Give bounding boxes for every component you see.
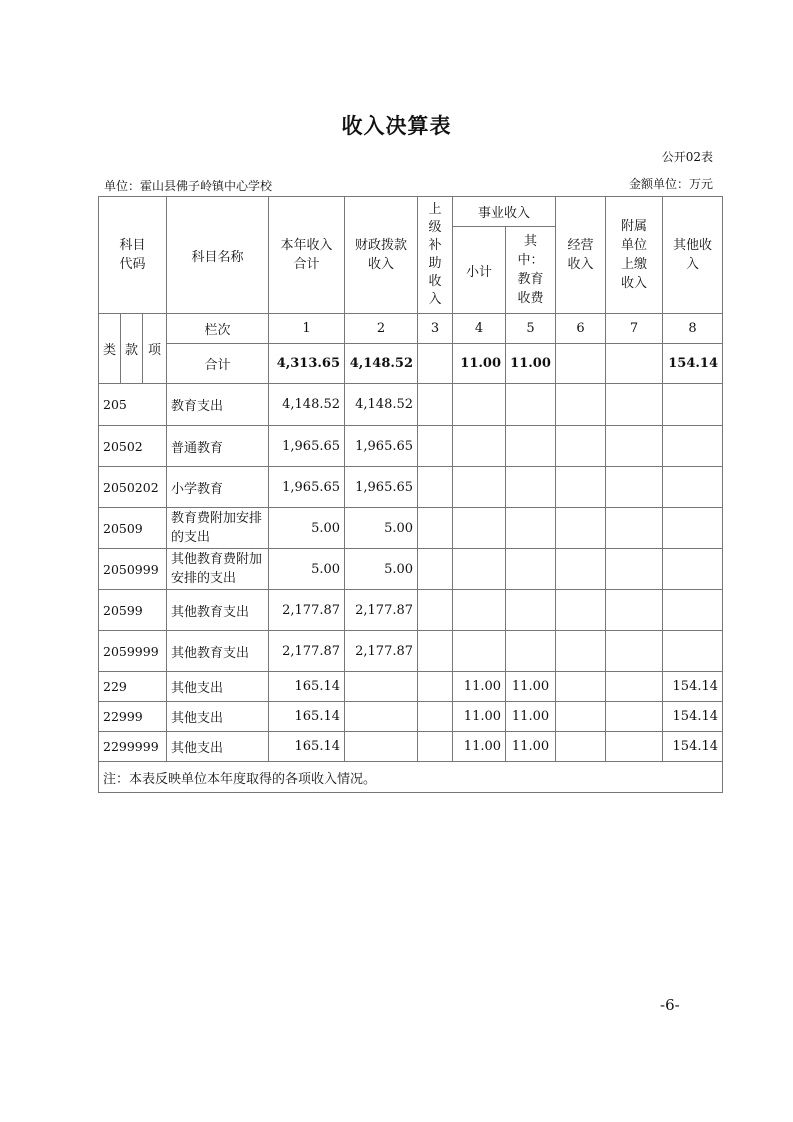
table-row [99,732,723,762]
row-operating [556,549,606,590]
row-operating [556,631,606,672]
row-annual-income: 1,965.65 [269,426,345,467]
row-edu-fee [506,631,556,672]
table-row [99,549,723,590]
row-annual-income: 165.14 [269,702,345,732]
row-other [663,426,723,467]
page-title: 收入决算表 [341,114,452,138]
table-note: 注：本表反映单位本年度取得的各项收入情况。 [99,762,723,793]
row-fiscal: 1,965.65 [345,467,418,508]
header-annual-income: 本年收入合计 [269,197,345,314]
row-code: 205 [99,384,167,426]
header-other-income: 其他收入 [663,197,723,314]
total-other: 154.14 [663,344,723,384]
header-edu-fee: 其中：教育收费 [506,227,556,314]
row-fiscal: 2,177.87 [345,590,418,631]
row-affiliated [606,702,663,732]
row-name: 其他支出 [167,732,269,762]
row-subtotal: 11.00 [453,672,506,702]
total-label: 合计 [167,344,269,384]
row-subtotal [453,426,506,467]
income-table [98,196,723,793]
row-fiscal: 4,148.52 [345,384,418,426]
row-code: 22999 [99,702,167,732]
row-other [663,590,723,631]
page-number: -6- [660,996,680,1014]
col-num: 1 [269,314,345,344]
row-operating [556,384,606,426]
row-affiliated [606,590,663,631]
header-subject-name: 科目名称 [167,197,269,314]
table-row [99,384,723,426]
row-subsidy [418,631,453,672]
row-annual-income: 1,965.65 [269,467,345,508]
header-lei: 类 [99,314,121,384]
row-code: 20599 [99,590,167,631]
row-subtotal [453,631,506,672]
form-number: 公开02表 [661,150,713,164]
row-other [663,631,723,672]
row-code: 2050202 [99,467,167,508]
row-name: 教育费附加安排的支出 [167,508,269,549]
row-code: 20502 [99,426,167,467]
row-name: 教育支出 [167,384,269,426]
row-affiliated [606,672,663,702]
row-other [663,508,723,549]
row-code: 229 [99,672,167,702]
row-annual-income: 2,177.87 [269,631,345,672]
row-operating [556,702,606,732]
total-operating [556,344,606,384]
row-other: 154.14 [663,672,723,702]
unit-label: 单位：霍山县佛子岭镇中心学校 [104,179,273,193]
header-business-income: 事业收入 [453,197,556,227]
row-code: 2059999 [99,631,167,672]
table-row [99,631,723,672]
row-fiscal [345,702,418,732]
row-subtotal [453,467,506,508]
col-num: 4 [453,314,506,344]
total-row [99,344,723,384]
row-annual-income: 165.14 [269,732,345,762]
table-row [99,702,723,732]
row-affiliated [606,384,663,426]
col-num: 3 [418,314,453,344]
row-subsidy [418,590,453,631]
row-name: 其他教育费附加安排的支出 [167,549,269,590]
row-edu-fee: 11.00 [506,732,556,762]
table-row [99,426,723,467]
header-xiang: 项 [143,314,167,384]
table-row [99,508,723,549]
col-num: 2 [345,314,418,344]
row-edu-fee [506,467,556,508]
row-affiliated [606,467,663,508]
row-name: 其他教育支出 [167,590,269,631]
row-affiliated [606,631,663,672]
row-fiscal: 2,177.87 [345,631,418,672]
table-row [99,467,723,508]
row-code: 2299999 [99,732,167,762]
row-name: 普通教育 [167,426,269,467]
row-subsidy [418,702,453,732]
total-edu-fee: 11.00 [506,344,556,384]
row-operating [556,426,606,467]
row-subsidy [418,426,453,467]
row-annual-income: 2,177.87 [269,590,345,631]
row-subsidy [418,508,453,549]
total-affiliated [606,344,663,384]
row-subtotal: 11.00 [453,732,506,762]
row-code: 2050999 [99,549,167,590]
row-other: 154.14 [663,702,723,732]
row-fiscal [345,732,418,762]
row-name: 其他支出 [167,702,269,732]
total-subtotal: 11.00 [453,344,506,384]
row-other [663,467,723,508]
total-superior-subsidy [418,344,453,384]
row-edu-fee [506,590,556,631]
row-affiliated [606,549,663,590]
total-fiscal-allocation: 4,148.52 [345,344,418,384]
row-edu-fee [506,549,556,590]
row-affiliated [606,508,663,549]
row-other: 154.14 [663,732,723,762]
row-subtotal: 11.00 [453,702,506,732]
row-edu-fee [506,508,556,549]
row-edu-fee [506,384,556,426]
header-affiliated-income: 附属单位上缴收入 [606,197,663,314]
col-num: 5 [506,314,556,344]
row-operating [556,467,606,508]
row-fiscal: 5.00 [345,549,418,590]
row-annual-income: 5.00 [269,508,345,549]
header-subtotal: 小计 [453,227,506,314]
row-code: 20509 [99,508,167,549]
row-subsidy [418,384,453,426]
row-subsidy [418,732,453,762]
row-subsidy [418,672,453,702]
col-num: 7 [606,314,663,344]
row-affiliated [606,732,663,762]
row-annual-income: 165.14 [269,672,345,702]
row-subtotal [453,549,506,590]
row-edu-fee [506,426,556,467]
row-operating [556,590,606,631]
row-operating [556,672,606,702]
row-annual-income: 5.00 [269,549,345,590]
row-subsidy [418,467,453,508]
header-superior-subsidy: 上级补助收入 [418,197,453,314]
row-subtotal [453,384,506,426]
row-name: 其他教育支出 [167,631,269,672]
row-subsidy [418,549,453,590]
row-edu-fee: 11.00 [506,702,556,732]
row-annual-income: 4,148.52 [269,384,345,426]
col-num: 6 [556,314,606,344]
row-subtotal [453,590,506,631]
col-num: 8 [663,314,723,344]
header-operating-income: 经营收入 [556,197,606,314]
row-fiscal: 1,965.65 [345,426,418,467]
row-other [663,549,723,590]
amount-unit-label: 金额单位：万元 [628,177,713,191]
header-lanci: 栏次 [167,314,269,344]
table-row [99,672,723,702]
total-annual-income: 4,313.65 [269,344,345,384]
header-fiscal-allocation: 财政拨款收入 [345,197,418,314]
row-affiliated [606,426,663,467]
header-kuan: 款 [121,314,143,384]
row-name: 其他支出 [167,672,269,702]
row-other [663,384,723,426]
row-operating [556,508,606,549]
row-fiscal: 5.00 [345,508,418,549]
table-row [99,590,723,631]
row-name: 小学教育 [167,467,269,508]
row-operating [556,732,606,762]
header-subject-code: 科目代码 [99,197,167,314]
row-subtotal [453,508,506,549]
row-edu-fee: 11.00 [506,672,556,702]
row-fiscal [345,672,418,702]
